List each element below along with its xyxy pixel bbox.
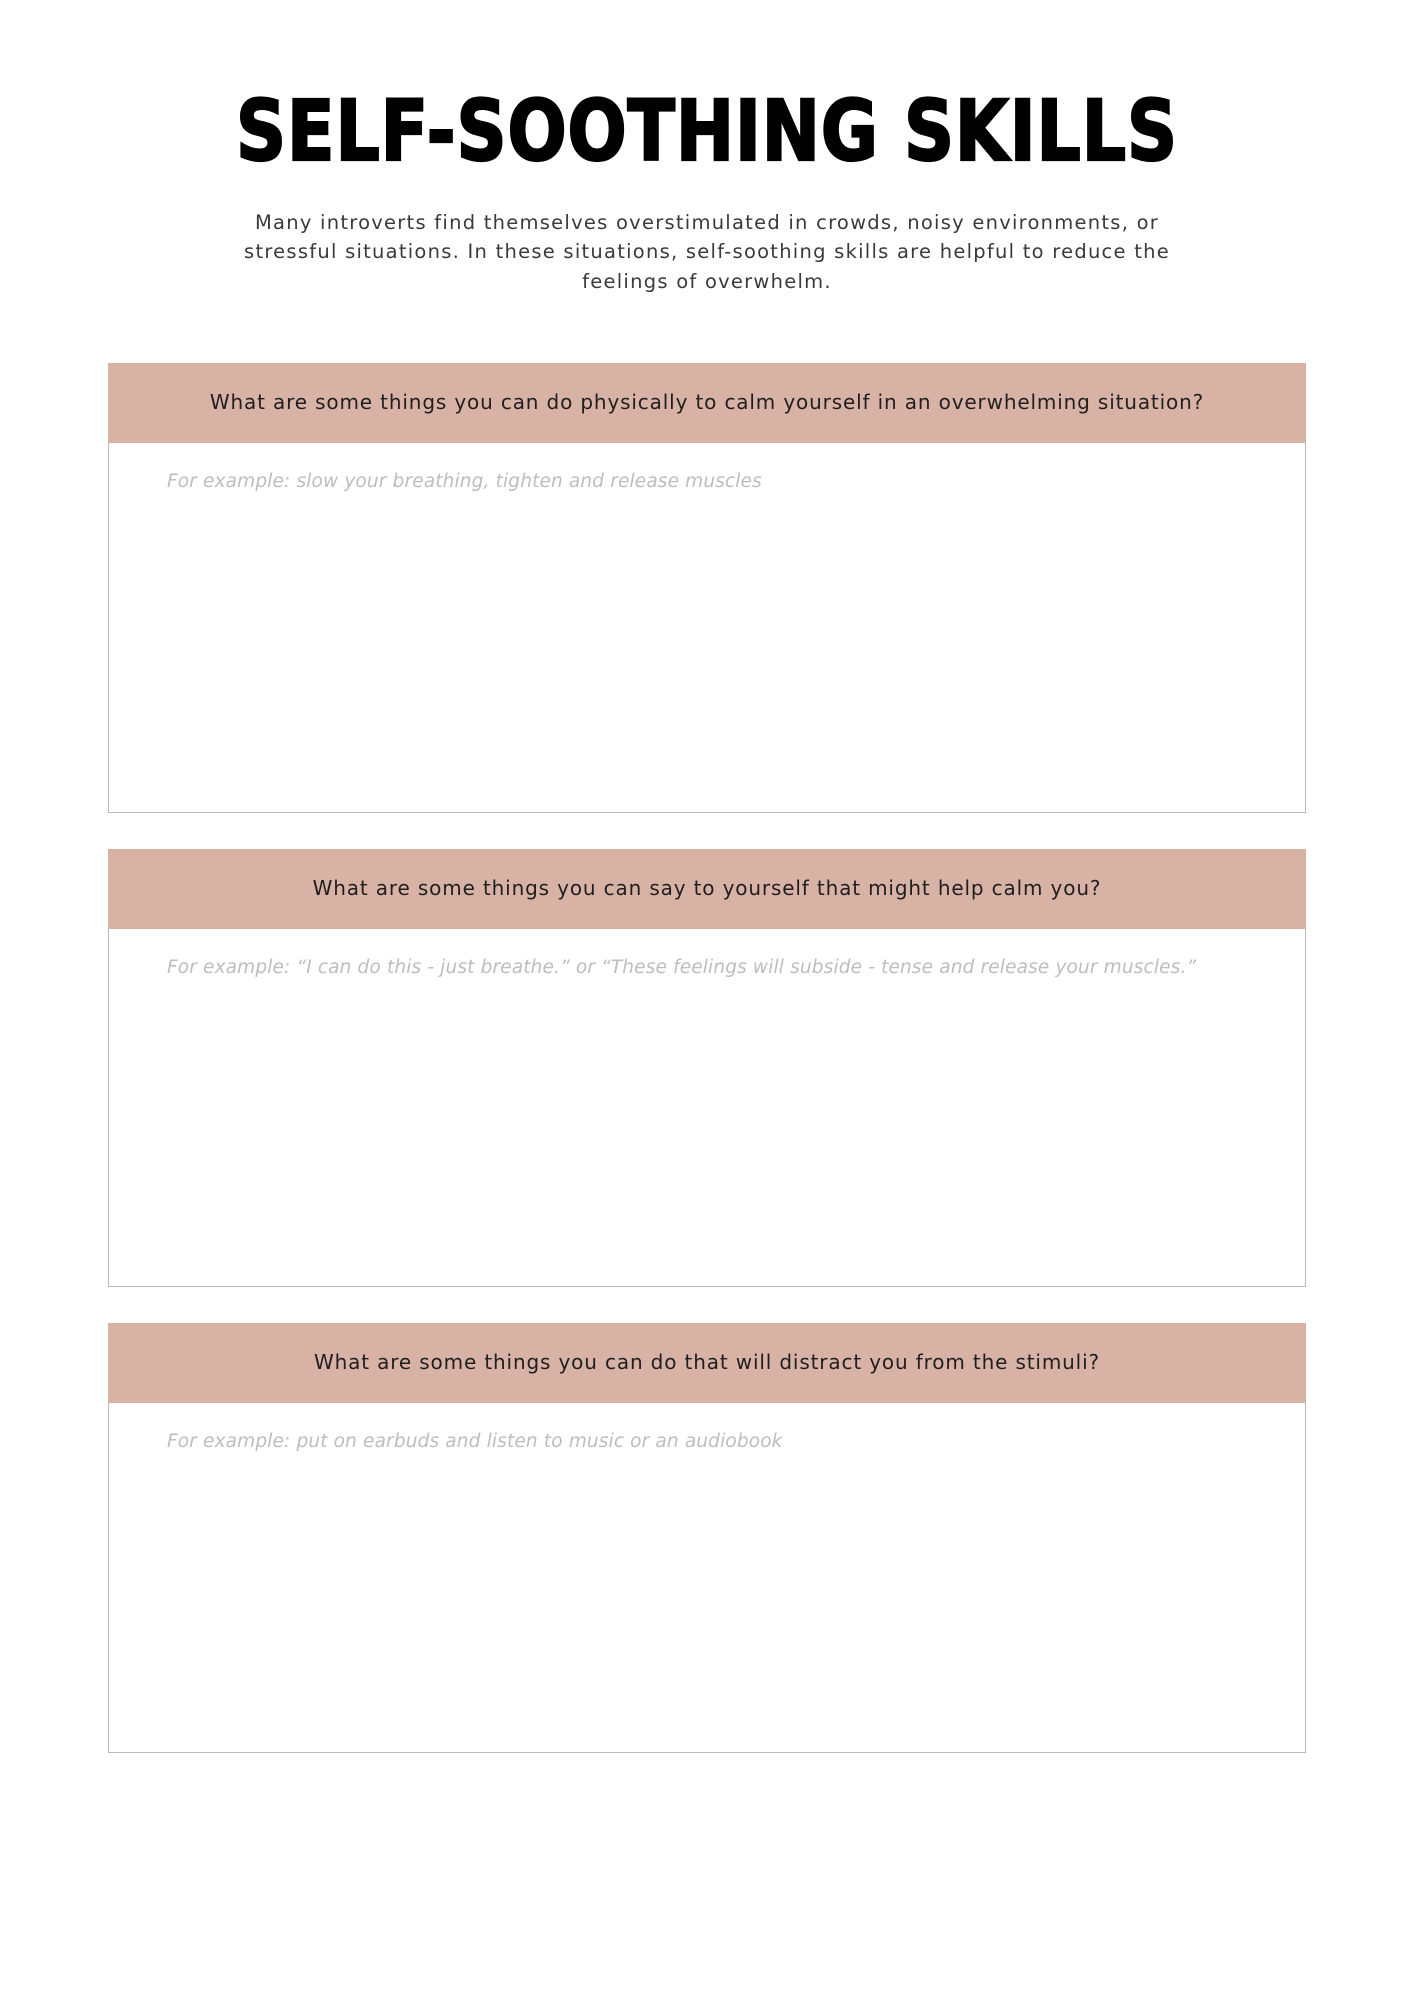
section-2 xyxy=(108,849,1306,1287)
answer-placeholder-2: For example: “I can do this - just breathe.” or “These feelings will subside - tense and release your muscles.” xyxy=(167,956,1197,978)
answer-box-3[interactable] xyxy=(108,1403,1306,1753)
question-text-2: What are some things you can say to yourself that might help calm you? xyxy=(312,876,1102,901)
question-header-2 xyxy=(108,849,1306,929)
question-header-1 xyxy=(108,363,1306,443)
answer-box-2[interactable] xyxy=(108,929,1306,1287)
title-section xyxy=(0,0,1414,180)
intro-section xyxy=(227,208,1187,297)
question-text-3: What are some things you can do that will distract you from the stimuli? xyxy=(314,1350,1100,1375)
question-sections xyxy=(0,363,1414,1753)
page-title: SELF-SOOTHING SKILLS xyxy=(236,82,1178,180)
section-3 xyxy=(108,1323,1306,1753)
question-text-1: What are some things you can do physically to calm yourself in an overwhelming situation? xyxy=(209,390,1205,415)
answer-box-1[interactable] xyxy=(108,443,1306,813)
section-1 xyxy=(108,363,1306,813)
answer-placeholder-3: For example: put on earbuds and listen to music or an audiobook xyxy=(167,1430,783,1452)
question-header-3 xyxy=(108,1323,1306,1403)
intro-paragraph: Many introverts find themselves overstimulated in crowds, noisy environments, or stressful situations. In these situations, self-soothing skills are helpful to reduce the feelings of overwhelm. xyxy=(244,210,1170,294)
answer-placeholder-1: For example: slow your breathing, tighten and release muscles xyxy=(167,470,762,492)
